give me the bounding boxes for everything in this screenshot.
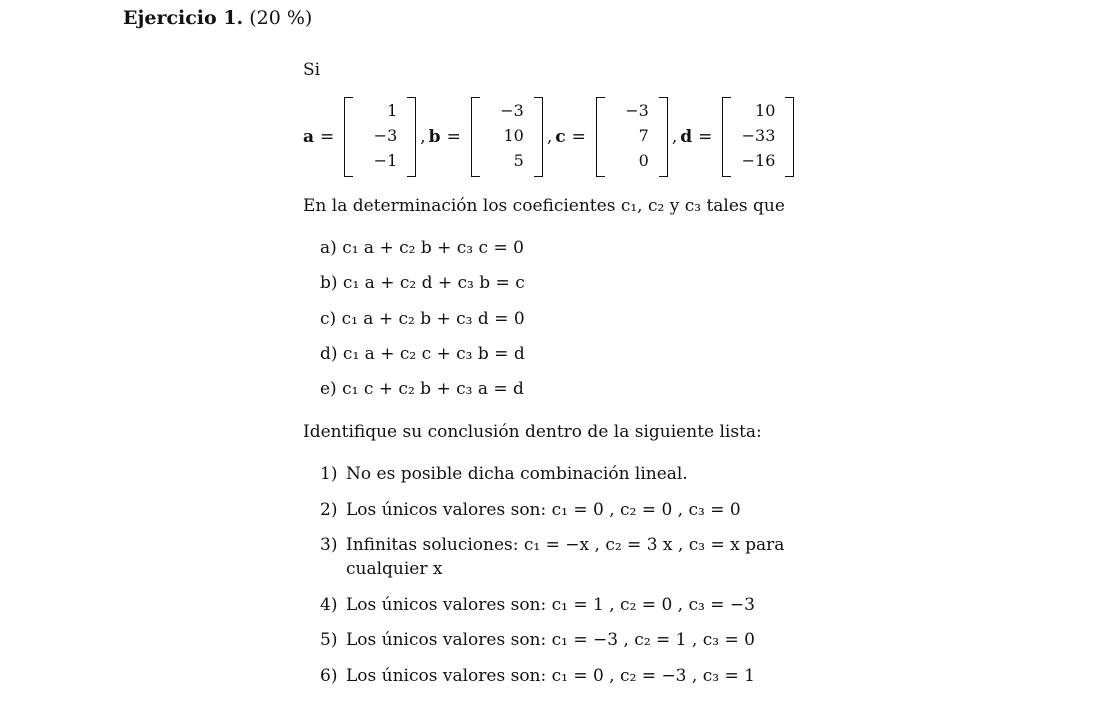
list-item: 2) Los únicos valores son: c₁ = 0 , c₂ = 0 , c₃ = 0 [320, 499, 741, 520]
list-item: d) c₁ a + c₂ c + c₃ b = d [320, 343, 525, 364]
options-list [320, 462, 820, 699]
list-item: a) c₁ a + c₂ b + c₃ c = 0 [320, 238, 524, 258]
vector-entry: −1 [373, 151, 398, 170]
exercise-heading [123, 7, 312, 29]
vector-name-b: b [428, 127, 441, 147]
list-item: 4) Los únicos valores son: c₁ = 1 , c₂ = 0 , c₃ = −3 [320, 594, 755, 615]
vector-entry: 0 [638, 151, 649, 170]
vector-name-a: a [303, 127, 315, 147]
vector-c-matrix [596, 97, 668, 177]
question-text: En la determinación los coeficientes c₁, c₂ y c₃ tales que [303, 196, 785, 216]
list-item: 3) Infinitas soluciones: c₁ = −x , c₂ = 3 x , c₃ = x para cualquier x [320, 535, 785, 579]
vector-entry: 1 [387, 101, 398, 120]
vector-entry: 5 [513, 151, 524, 170]
vector-entry: 10 [503, 126, 524, 145]
list-item: e) c₁ c + c₂ b + c₃ a = d [320, 379, 524, 400]
intro-text: Si [303, 60, 321, 80]
vector-entry: −16 [741, 151, 776, 170]
equation-list [320, 236, 525, 412]
vector-d-matrix [722, 97, 794, 177]
exercise-title: Ejercicio 1. [123, 7, 244, 29]
list-item: b) c₁ a + c₂ d + c₃ b = c [320, 273, 525, 294]
list-item: 6) Los únicos valores son: c₁ = 0 , c₂ = −3 , c₃ = 1 [320, 665, 755, 686]
vector-entry: 10 [755, 101, 776, 120]
vector-name-c: c [555, 127, 566, 147]
vector-a-matrix [344, 97, 416, 177]
exercise-weight: (20 %) [249, 7, 313, 29]
list-item: 1) No es posible dicha combinación lineal. [320, 464, 688, 484]
vector-name-d: d [680, 127, 693, 147]
vector-b-matrix [471, 97, 543, 177]
instruction-text: Identifique su conclusión dentro de la siguiente lista: [303, 422, 762, 442]
vector-entry: −3 [625, 101, 649, 120]
vector-entry: −33 [741, 126, 776, 145]
vector-entry: 7 [638, 126, 649, 145]
vector-entry: −3 [500, 101, 524, 120]
vector-entry: −3 [373, 126, 398, 145]
list-item: c) c₁ a + c₂ b + c₃ d = 0 [320, 308, 525, 329]
vector-definitions: a = 1 −3 −1 , b = −3 10 5 , c = −3 7 0 , d = 10 −33 −16 [303, 97, 798, 177]
list-item: 5) Los únicos valores son: c₁ = −3 , c₂ = 1 , c₃ = 0 [320, 630, 755, 650]
